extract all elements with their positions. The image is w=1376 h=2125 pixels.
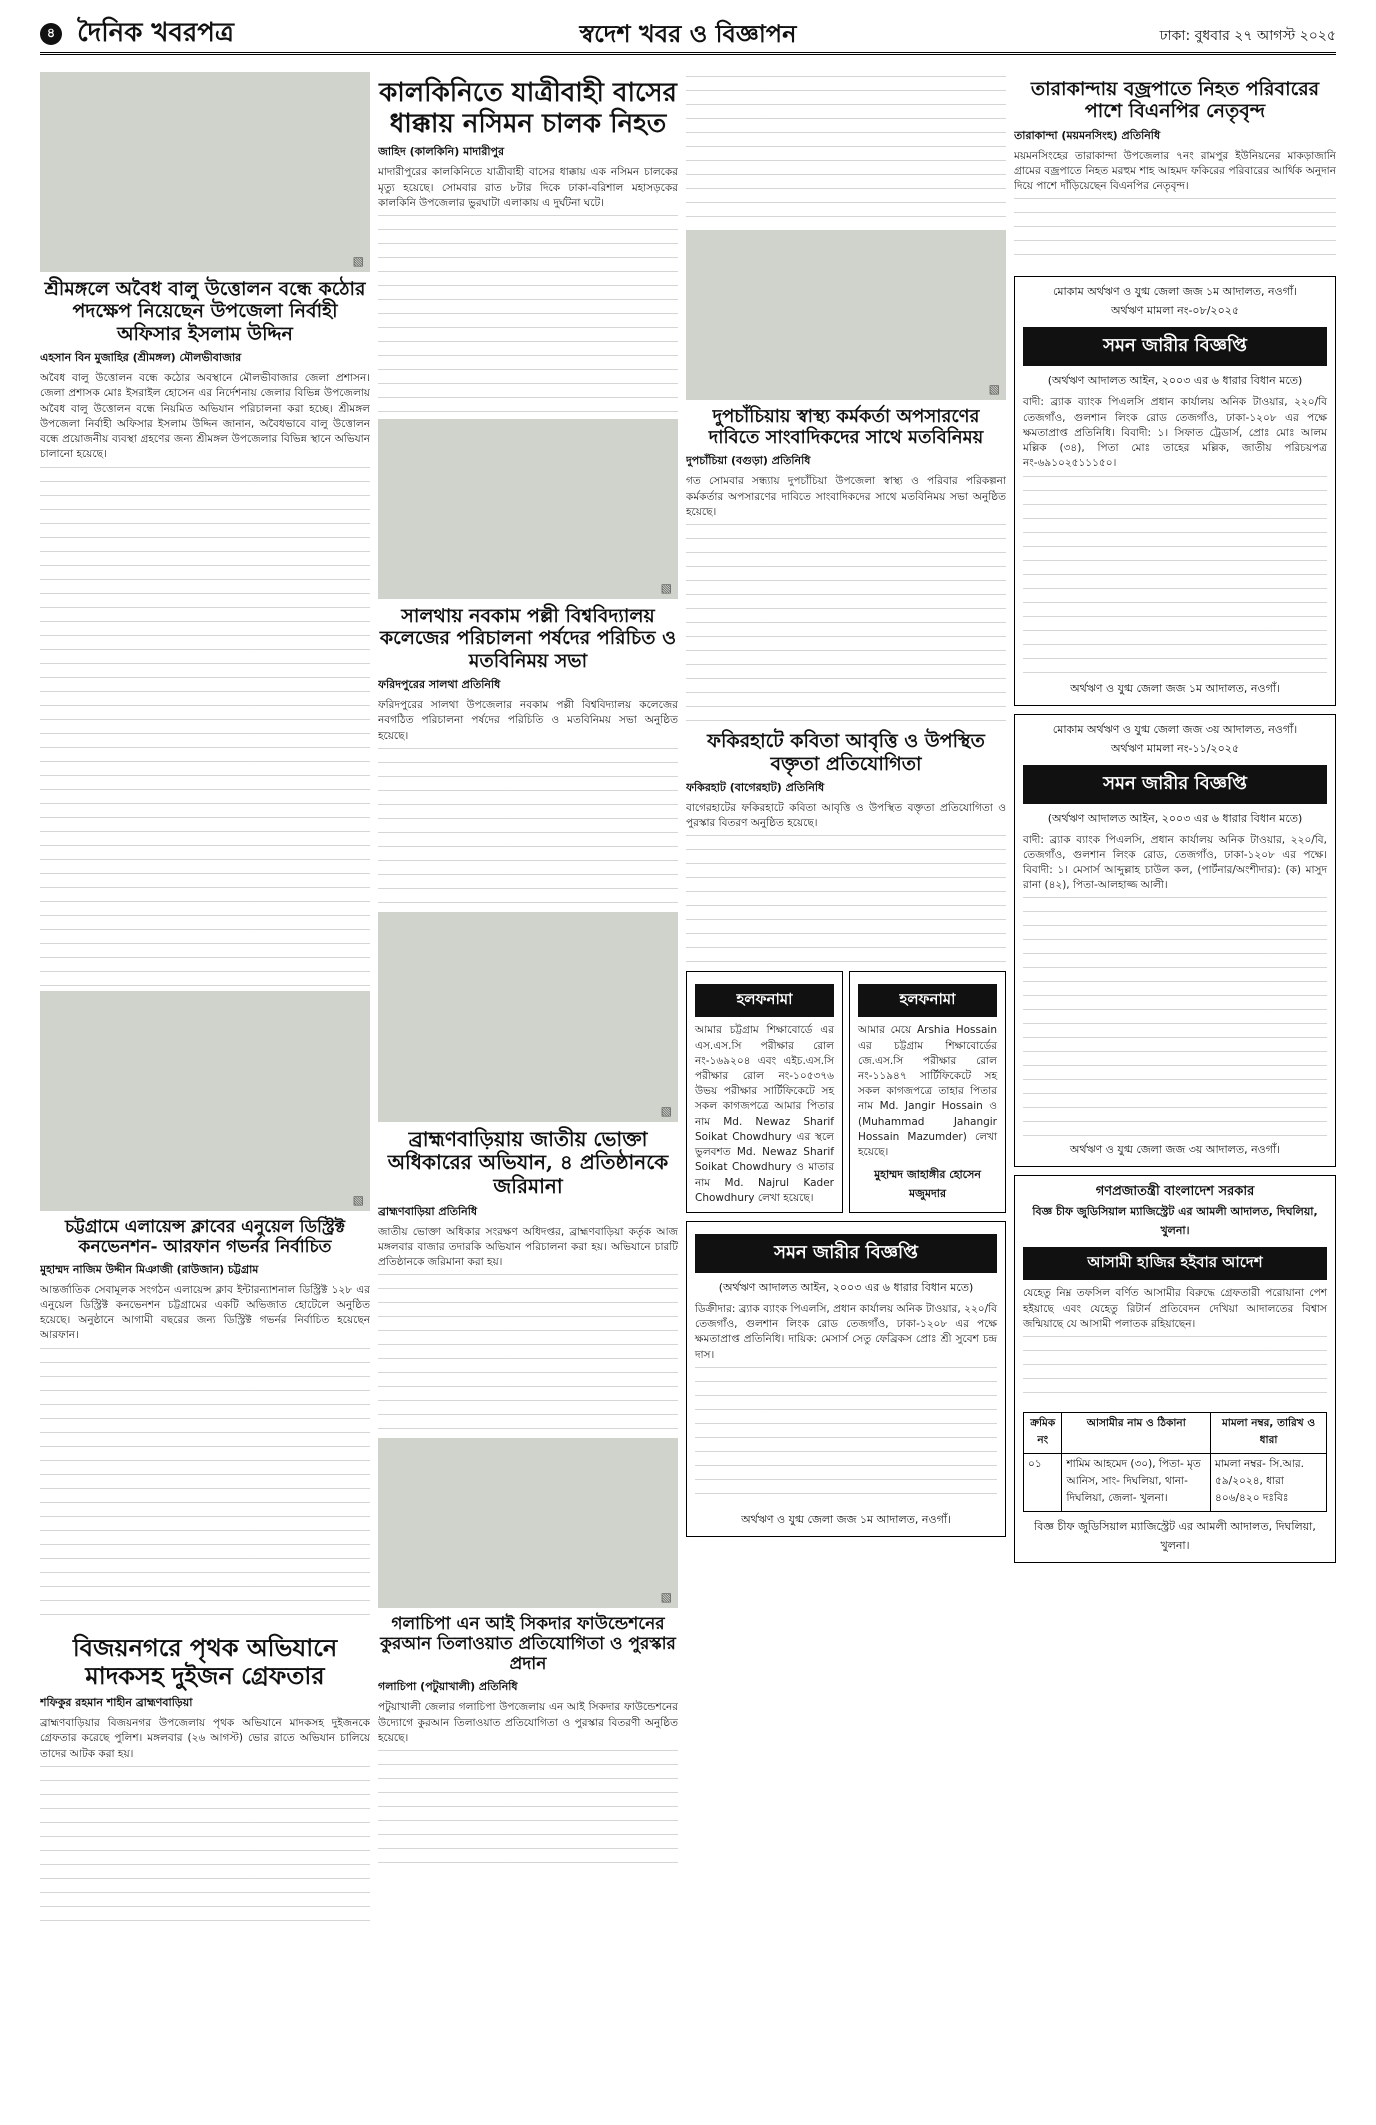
government-heading: গণপ্রজাতন্ত্রী বাংলাদেশ সরকার: [1095, 1184, 1255, 1200]
article-body: জাতীয় ভোক্তা অধিকার সংরক্ষণ অধিদপ্তর, ব্রাহ্মণবাড়িয়া কর্তৃক আজ মঙ্গলবার বাজার তদারকি অভিযান পরিচালনা করা হয়। অভিযানে চারটি প্রতিষ্ঠানকে জরিমানা করা হয়।: [378, 1225, 678, 1269]
news-photo: [686, 230, 1006, 400]
table-row: [1024, 1454, 1327, 1512]
affidavit-title: হলফনামা: [695, 984, 834, 1017]
summons-notice-2: [1014, 714, 1336, 1168]
headline: গলাচিপা এন আই সিকদার ফাউন্ডেশনের কুরআন তিলাওয়াত প্রতিযোগিতা ও পুরস্কার প্রদান: [380, 1614, 676, 1675]
headline: দুপচাঁচিয়ায় স্বাস্থ্য কর্মকর্তা অপসারণের দাবিতে সাংবাদিকদের সাথে মতবিনিময়: [708, 406, 984, 449]
column-3: [686, 72, 1006, 2112]
order-body: যেহেতু নিম্ন তফসিল বর্ণিত আসামীর বিরুদ্ধে গ্রেফতারী পরোয়ানা পেশ হইয়াছে এবং যেহেতু রিটার্ন প্রতিবেদন দেখিয়া আদালতের বিশ্বাস জন্মিয়াছে যে আসামী পলাতক রহিয়াছেন।: [1023, 1287, 1327, 1330]
case-number: অর্থঋণ মামলা নং-০৮/২০২৫: [1110, 304, 1240, 318]
court-name: বিজ্ঞ চীফ জুডিসিয়াল ম্যাজিস্ট্রেট এর আমলী আদালত, দিঘলিয়া, খুলনা।: [1032, 1205, 1318, 1238]
byline: শফিকুর রহমান শাহীন ব্রাহ্মণবাড়িয়া: [40, 1696, 193, 1710]
news-photo: [378, 419, 678, 599]
notice-body: বাদী: ব্র্যাক ব্যাংক পিএলসি, প্রধান কার্যালয় অনিক টাওয়ার, ২২০/বি, তেজগাঁও, গুলশান লিংক রোড, তেজগাঁও, ঢাকা-১২০৮ এর পক্ষে। বিবাদী: ১। মেসার্স আব্দুল্লাহ চাউল কল, (পার্টনার/অংশীদার): (ক) মাসুদ রানা (৪২), পিতা-আলহাজ্জ আলী।: [1023, 833, 1327, 892]
article-text-continued: [686, 835, 1006, 965]
byline: ব্রাহ্মণবাড়িয়া প্রতিনিধি: [378, 1204, 478, 1218]
image-icon: ▧: [352, 1192, 364, 1207]
byline: ফকিরহাট (বাগেরহাট) প্রতিনিধি: [686, 780, 825, 794]
affidavit-row: [686, 971, 1006, 1213]
notice-title: সমন জারীর বিজ্ঞপ্তি: [695, 1234, 997, 1273]
article-body: গত সোমবার সন্ধ্যায় দুপচাঁচিয়া উপজেলা স্বাস্থ্য ও পরিবার পরিকল্পনা কর্মকর্তার অপসারণের দাবিতে সাংবাদিকদের সাথে মতবিনিময় সভা অনুষ্ঠিত হয়েছে।: [686, 475, 1006, 518]
article-body: পটুয়াখালী জেলার গলাচিপা উপজেলায় এন আই সিকদার ফাউন্ডেশনের উদ্যোগে কুরআন তিলাওয়াত প্রতিযোগিতা ও পুরস্কার বিতরণী অনুষ্ঠিত হয়েছে।: [378, 1701, 678, 1744]
notice-subtitle: (অর্থঋণ আদালত আইন, ২০০৩ এর ৬ ধারার বিধান মতে): [1047, 811, 1303, 825]
article-text-continued: [378, 748, 678, 908]
byline: তারাকান্দা (ময়মনসিংহ) প্রতিনিধি: [1014, 128, 1161, 142]
notice-subtitle: (অর্থঋণ আদালত আইন, ২০০৩ এর ৬ ধারার বিধান মতে): [718, 1281, 974, 1294]
column-2: [378, 72, 678, 2112]
table-header-row: [1024, 1413, 1327, 1454]
affidavit-title: হলফনামা: [858, 984, 997, 1017]
affidavit-1: [686, 971, 843, 1213]
notice-body: বাদী: ব্র্যাক ব্যাংক পিএলসি প্রধান কার্যালয় অনিক টাওয়ার, ২২০/বি তেজগাঁও, গুলশান লিংক রোড তেজগাঁও, ঢাকা-১২০৮ এর পক্ষে ক্ষমতাপ্রাপ্ত প্রতিনিধি। বিবাদী: ১। সিফাত ট্রেডার্স, প্রোঃ মোঃ আলম মল্লিক (৩৪), পিতা মোঃ তাহের মল্লিক, জাতীয় পরিচয়পত্র নং-৬৯১০২৫১১১৫০।: [1023, 396, 1327, 470]
article-text-continued: [40, 1348, 370, 1628]
section-title: স্বদেশ খবর ও বিজ্ঞাপন: [579, 20, 797, 48]
order-text-continued: [1023, 1336, 1327, 1406]
notice-subtitle: (অর্থঋণ আদালত আইন, ২০০৩ এর ৬ ধারার বিধান মতে): [1047, 374, 1303, 388]
article-body: আন্তর্জাতিক সেবামূলক সংগঠন এলায়েন্স ক্লাব ইন্টারন্যাশনাল ডিস্ট্রিক্ট ১২৮ এর এনুয়েল ডিস্ট্রিক্ট কনভেনশন চট্টগ্রামের একটি অভিজাত হোটেলে অনুষ্ঠিত হয়েছে। অনুষ্ঠানে আগামী বছরের জন্য ডিস্ট্রিক্ট গভর্নর নির্বাচিত হয়েছেন আরফান।: [40, 1283, 370, 1342]
affidavit-body: আমার চট্টগ্রাম শিক্ষাবোর্ডে এর এস.এস.সি পরীক্ষার রোল নং-১৬৯২০৪ এবং এইচ.এস.সি পরীক্ষার রোল নং-১০৫৩৭৬ উভয় পরীক্ষার সার্টিফিকেটে সহ সকল কাগজপত্রে আমার পিতার নাম Md. Newaz Sharif Soikat Chowdhury এর স্থলে ভুলবশত Md. Newaz Sharif Soikat Chowdhury ও মাতার নাম Md. Najrul Kader Chowdhury লেখা হয়েছে।: [695, 1024, 834, 1204]
notice-footer: অর্থঋণ ও যুগ্ম জেলা জজ ১ম আদালত, নওগাঁ।: [1070, 681, 1280, 695]
page-number: ৪: [40, 23, 62, 45]
notice-footer: অর্থঋণ ও যুগ্ম জেলা জজ ৩য় আদালত, নওগাঁ।: [1069, 1143, 1281, 1157]
edition-date: ঢাকা: বুধবার ২৭ আগস্ট ২০২৫: [1159, 28, 1336, 44]
article-text-continued: [686, 76, 1006, 226]
byline: দুপচাঁচিয়া (বগুড়া) প্রতিনিধি: [686, 454, 811, 468]
article-body: ময়মনসিংহের তারাকান্দা উপজেলার ৭নং রামপুর ইউনিয়নের মাকড়াজানি গ্রামের বজ্রপাতে নিহত মরহুম শাহ আহমদ ফকিরের পরিবারের আর্থিক অনুদান দিয়ে পাশে দাঁড়িয়েছেন বিএনপির নেতৃবৃন্দ।: [1014, 149, 1336, 193]
notice-body: ডিক্রীদার: ব্র্যাক ব্যাংক পিএলসি, প্রধান কার্যালয় অনিক টাওয়ার, ২২০/বি তেজগাঁও, গুলশান লিংক রোড তেজগাঁও, ঢাকা-১২০৮ এর পক্ষে ক্ষমতাপ্রাপ্ত প্রতিনিধি। দায়িক: মেসার্স সেতু ফেব্রিকস প্রোঃ শ্রী সুবেশ চন্দ্র দাস।: [695, 1303, 997, 1361]
image-icon: ▧: [660, 581, 672, 595]
masthead-bar: [40, 12, 1336, 55]
byline: জাহিদ (কালকিনি) মাদারীপুর: [378, 145, 505, 159]
news-photo: [378, 1438, 678, 1608]
order-title: আসামী হাজির হইবার আদেশ: [1023, 1247, 1327, 1280]
byline: গলাচিপা (পটুয়াখালী) প্রতিনিধি: [378, 1680, 518, 1694]
col-case: মামলা নম্বর, তারিখ ও ধারা: [1211, 1413, 1327, 1454]
article-text-continued: [378, 1750, 678, 1870]
article-body: অবৈধ বালু উত্তোলন বন্ধে কঠোর অবস্থানে মৌলভীবাজার জেলা প্রশাসন। জেলা প্রশাসক মোঃ ইসরাইল হোসেন এর নির্দেশনায় জেলার বিভিন্ন উপজেলায় অবৈধ বালু উত্তোলন বন্ধে নিয়মিত অভিযান পরিচালনা করা হচ্ছে। শ্রীমঙ্গল উপজেলা নির্বাহী অফিসার ইসলাম উদ্দিন জানান, অবৈধভাবে বালু উত্তোলন বন্ধে প্রয়োজনীয় ব্যবস্থা গ্রহণের জন্য শ্রীমঙ্গল উপজেলার বিভিন্ন স্থানে অভিযান চালানো হয়েছে।: [40, 372, 370, 461]
byline: মুহাম্মদ নাজিম উদ্দীন মিঞাজী (রাউজান) চট্টগ্রাম: [40, 1262, 259, 1276]
cell-serial: ০১: [1024, 1454, 1062, 1512]
affidavit-2: [849, 971, 1006, 1213]
headline: চট্টগ্রামে এলায়েন্স ক্লাবের এনুয়েল ডিস্ট্রিক্ট কনভেনশন- আরফান গভর্নর নির্বাচিত: [64, 1216, 346, 1257]
col-accused: আসামীর নাম ও ঠিকানা: [1062, 1413, 1211, 1454]
accused-table: [1023, 1412, 1327, 1512]
news-photo: [378, 912, 678, 1122]
news-photo: [40, 72, 370, 272]
court-name: মোকাম অর্থঋণ ও যুগ্ম জেলা জজ ৩য় আদালত, নওগাঁ।: [1052, 722, 1298, 736]
image-icon: ▧: [660, 1590, 672, 1605]
summons-notice: [686, 1221, 1006, 1537]
article-body: ব্রাহ্মণবাড়িয়ার বিজয়নগর উপজেলায় পৃথক অভিযানে মাদকসহ দুইজনকে গ্রেফতার করেছে পুলিশ। মঙ্গলবার (২৬ আগস্ট) ভোর রাতে অভিযান চালিয়ে তাদের আটক করা হয়।: [40, 1717, 370, 1760]
notice-text-continued: [1023, 897, 1327, 1137]
article-body: ফরিদপুরের সালথা উপজেলার নবকাম পল্লী বিশ্ববিদ্যালয় কলেজের নবগঠিত পরিচালনা পর্ষদের পরিচিতি ও মতবিনিময় সভা অনুষ্ঠিত হয়েছে।: [378, 699, 678, 742]
image-icon: ▧: [988, 382, 1000, 396]
article-text-continued: [40, 467, 370, 987]
summons-notice-1: [1014, 276, 1336, 705]
headline: কালকিনিতে যাত্রীবাহী বাসের ধাক্কায় নসিমন চালক নিহত: [379, 78, 677, 139]
masthead: [0, 0, 1376, 62]
affidavit-signature: মুহাম্মদ জাহাঙ্গীর হোসেন মজুমদার: [874, 1168, 981, 1201]
cell-accused: শামিম আহমেদ (৩০), পিতা- মৃত আনিস, সাং- দিঘলিয়া, থানা- দিঘলিয়া, জেলা- খুলনা।: [1062, 1454, 1211, 1512]
news-photo: [40, 991, 370, 1211]
notice-text-continued: [695, 1367, 997, 1507]
byline: এহসান বিন মুজাহির (শ্রীমঙ্গল) মৌলভীবাজার: [40, 351, 242, 365]
column-4: [1014, 72, 1336, 2112]
article-text-continued: [378, 215, 678, 415]
notice-footer: অর্থঋণ ও যুগ্ম জেলা জজ ১ম আদালত, নওগাঁ।: [741, 1512, 951, 1526]
article-text-continued: [1014, 198, 1336, 268]
affidavit-body: আমার মেয়ে Arshia Hossain এর চট্টগ্রাম শিক্ষাবোর্ডের জে.এস.সি পরীক্ষার রোল নং-১১৯৪৭ সার্টিফিকেটে সহ সকল কাগজপত্রে তাহার পিতার নাম Md. Jangir Hossain ও (Muhammad Jahangir Hossain Mazumder) লেখা হয়েছে।: [858, 1024, 997, 1159]
headline: সালথায় নবকাম পল্লী বিশ্ববিদ্যালয় কলেজের পরিচালনা পর্ষদের পরিচিত ও মতবিনিময় সভা: [379, 605, 677, 672]
order-signature: বিজ্ঞ চীফ জুডিসিয়াল ম্যাজিস্ট্রেট এর আমলী আদালত, দিঘলিয়া, খুলনা।: [1034, 1520, 1316, 1553]
court-order-notice: [1014, 1175, 1336, 1563]
logo-text: দৈনিক খবরপত্র: [77, 18, 235, 48]
column-1: [40, 72, 370, 2112]
headline: ফকিরহাটে কবিতা আবৃত্তি ও উপস্থিত বক্তৃতা প্রতিযোগিতা: [707, 730, 985, 775]
article-text-continued: [378, 1274, 678, 1434]
article-body-top: [686, 76, 1006, 226]
notice-text-continued: [1023, 476, 1327, 676]
notice-title: সমন জারীর বিজ্ঞপ্তি: [1023, 327, 1327, 366]
article-body: বাগেরহাটের ফকিরহাটে কবিতা আবৃত্তি ও উপস্থিত বক্তৃতা প্রতিযোগিতা ও পুরস্কার বিতরণ অনুষ্ঠিত হয়েছে।: [686, 801, 1006, 830]
court-name: মোকাম অর্থঋণ ও যুগ্ম জেলা জজ ১ম আদালত, নওগাঁ।: [1052, 285, 1298, 299]
article-text-continued: [40, 1766, 370, 1926]
headline: শ্রীমঙ্গলে অবৈধ বালু উত্তোলন বন্ধে কঠোর পদক্ষেপ নিয়েছেন উপজেলা নির্বাহী অফিসার ইসলাম উদ্দিন: [44, 278, 366, 345]
image-icon: ▧: [352, 254, 364, 268]
headline: বিজয়নগরে পৃথক অভিযানে মাদকসহ দুইজন গ্রেফতার: [72, 1632, 338, 1690]
col-serial: ক্রমিক নং: [1024, 1413, 1062, 1454]
case-number: অর্থঋণ মামলা নং-১১/২০২৫: [1110, 741, 1240, 755]
cell-case: মামলা নম্বর- সি.আর. ৫৯/২০২৪, ধারা ৪০৬/৪২০ দঃবিঃ: [1211, 1454, 1327, 1512]
byline: ফরিদপুরের সালথা প্রতিনিধি: [378, 678, 501, 692]
image-icon: ▧: [660, 1103, 672, 1118]
article-text-continued: [686, 524, 1006, 724]
headline: ব্রাহ্মণবাড়িয়ায় জাতীয় ভোক্তা অধিকারের অভিযান, ৪ প্রতিষ্ঠানকে জরিমানা: [387, 1126, 669, 1199]
headline: তারাকান্দায় বজ্রপাতে নিহত পরিবারের পাশে বিএনপির নেতৃবৃন্দ: [1030, 78, 1320, 123]
notice-title: সমন জারীর বিজ্ঞপ্তি: [1023, 765, 1327, 804]
article-body: মাদারীপুরের কালকিনিতে যাত্রীবাহী বাসের ধাক্কায় এক নসিমন চালকের মৃত্যু হয়েছে। সোমবার রাত ৮টার দিকে ঢাকা-বরিশাল মহাসড়কের কালকিনি উপজেলার ভুরঘাটা এলাকায় এ দুর্ঘটনা ঘটে।: [378, 166, 678, 209]
